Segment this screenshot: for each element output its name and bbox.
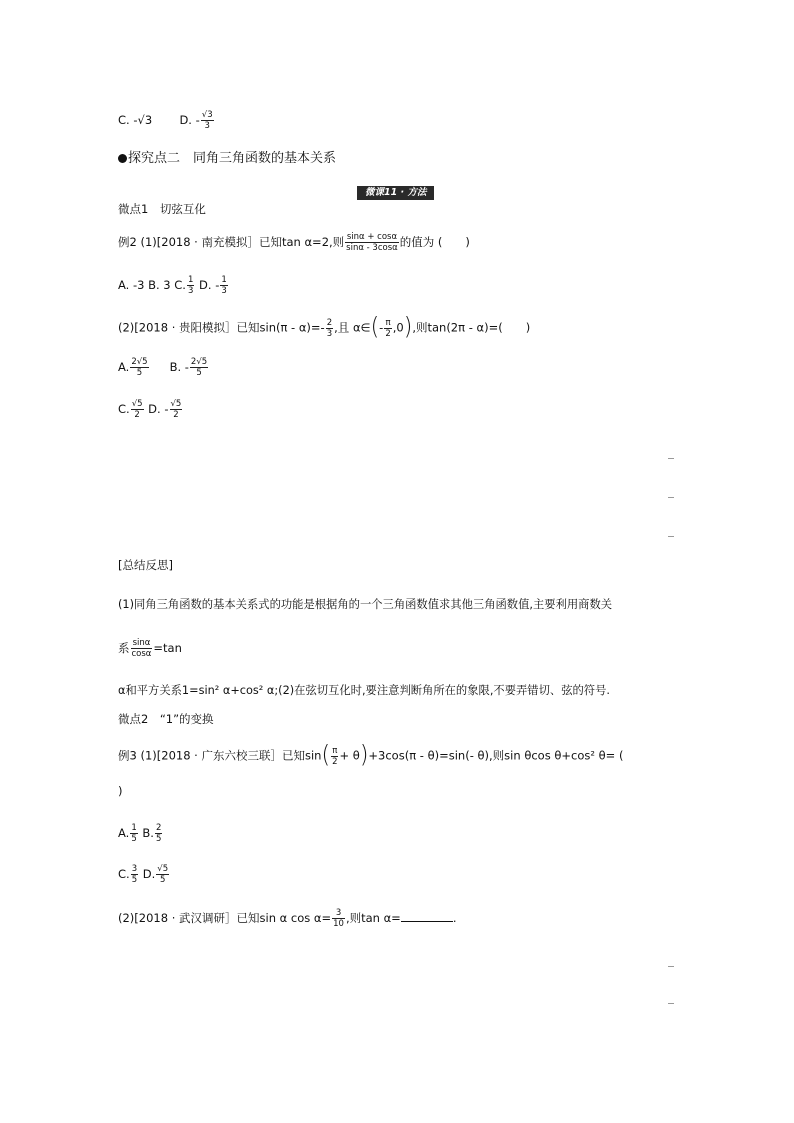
margin-dash bbox=[668, 966, 674, 967]
example-2-2-option-d-fraction: $\frac{√5}{2}$ bbox=[170, 399, 182, 420]
option-c: C. -√3 bbox=[118, 113, 153, 127]
example-2-1-option-c-fraction: $\frac{1}{3}$ bbox=[187, 275, 194, 296]
example-3-2-fraction: $\frac{3}{10}$ bbox=[333, 908, 344, 929]
example-2-2-option-b-fraction: $\frac{2√5}{5}$ bbox=[190, 357, 208, 378]
example-3-1-fraction: $\frac{\pi}{2}$ bbox=[332, 745, 338, 767]
section-heading bbox=[118, 152, 336, 166]
margin-dash bbox=[668, 1003, 674, 1004]
example-3-1-option-c-fraction: $\frac{3}{5}$ bbox=[131, 864, 138, 885]
example-3-1-options-cd: C. $\frac{3}{5}$ D. $\frac{√5}{5}$ bbox=[118, 864, 169, 885]
summary-fraction: $\frac{\sin\alpha}{\cos\alpha}$ bbox=[131, 638, 152, 659]
example-2-2-options-ab: A. $\frac{2√5}{5}$ B. - $\frac{2√5}{5}$ bbox=[118, 357, 208, 378]
point-2-heading: 微点2 “1”的变换 bbox=[118, 712, 214, 726]
option-d-label: D. - bbox=[179, 113, 200, 127]
example-2-1-suffix: 的值为 ( ) bbox=[399, 235, 470, 249]
example-3-part-1: 例3 (1)[2018 · 广东六校三联］已知sin( $\frac{\pi}{2}$ + θ)+3cos(π - θ)=sin(- θ),则sin θcos θ+cos² θ= ( bbox=[118, 741, 624, 770]
example-2-part-2: (2)[2018 · 贵阳模拟］已知sin(π - α)=- $\frac{2}{3}$ ,且 α∈(- $\frac{\pi}{2}$ ,0),则tan(2π - α)=( ) bbox=[118, 313, 531, 342]
example-3-1-option-a-fraction: $\frac{1}{5}$ bbox=[131, 823, 137, 844]
example-3-1-option-d-fraction: $\frac{√5}{5}$ bbox=[157, 864, 169, 885]
section-title: 探究点二 同角三角函数的基本关系 bbox=[128, 151, 337, 166]
example-2-part-1 bbox=[118, 232, 470, 253]
example-2-1-fraction: $\frac{\sin\alpha + \cos\alpha}{\sin\alpha - 3\cos\alpha}$ bbox=[346, 232, 398, 253]
margin-dash bbox=[668, 458, 674, 459]
top-options-row bbox=[118, 110, 215, 131]
summary-line-1: (1)同角三角函数的基本关系式的功能是根据角的一个三角函数值求其他三角函数值,主要利用商数关 bbox=[118, 598, 613, 611]
example-3-1-close: ) bbox=[118, 784, 123, 798]
example-2-2-mid: ,且 α∈ bbox=[334, 320, 371, 335]
example-2-2-prefix: (2)[2018 · 贵阳模拟］已知sin(π - α)=- bbox=[118, 320, 325, 335]
example-3-part-2: (2)[2018 · 武汉调研］已知sin α cos α= $\frac{3}{10}$ ,则tan α= . bbox=[118, 908, 457, 929]
margin-dash bbox=[668, 497, 674, 498]
example-2-1-prefix: 例2 (1)[2018 · 南充模拟］已知tan α=2,则 bbox=[118, 235, 345, 249]
point-1-heading: 微点1 切弦互化 bbox=[118, 202, 206, 216]
option-d-fraction: $\frac{√3}{3}$ bbox=[201, 110, 213, 131]
example-2-1-options bbox=[118, 275, 229, 296]
summary-line-2: 系 $\frac{\sin\alpha}{\cos\alpha}$ =tan bbox=[118, 638, 182, 659]
example-2-2-suffix: ,则tan(2π - α)=( ) bbox=[412, 320, 531, 335]
lesson-badge: 微课11 · 方法 bbox=[357, 186, 434, 200]
example-2-2-option-a-fraction: $\frac{2√5}{5}$ bbox=[131, 357, 148, 378]
summary-line-3: α和平方关系1=sin² α+cos² α;(2)在弦切互化时,要注意判断角所在的象限,不要弄错切、弦的符号. bbox=[118, 684, 610, 697]
summary-title: [总结反思] bbox=[118, 558, 173, 572]
answer-blank[interactable] bbox=[401, 910, 453, 922]
margin-dash bbox=[668, 536, 674, 537]
example-2-1-option-d-label: D. - bbox=[195, 278, 220, 292]
example-2-2-option-c-fraction: $\frac{√5}{2}$ bbox=[131, 399, 143, 420]
section-bullet-icon bbox=[118, 154, 127, 163]
example-2-1-option-d-fraction: $\frac{1}{3}$ bbox=[221, 275, 227, 296]
example-3-1-options-ab: A. $\frac{1}{5}$ B. $\frac{2}{5}$ bbox=[118, 823, 162, 844]
example-2-2-fraction-2: $\frac{\pi}{2}$ bbox=[385, 317, 391, 339]
example-2-2-options-cd: C. $\frac{√5}{2}$ D. - $\frac{√5}{2}$ bbox=[118, 399, 182, 420]
example-2-1-option-ab: A. -3 B. 3 C. bbox=[118, 278, 186, 292]
example-3-1-option-b-fraction: $\frac{2}{5}$ bbox=[155, 823, 162, 844]
example-2-2-fraction-1: $\frac{2}{3}$ bbox=[326, 317, 333, 339]
